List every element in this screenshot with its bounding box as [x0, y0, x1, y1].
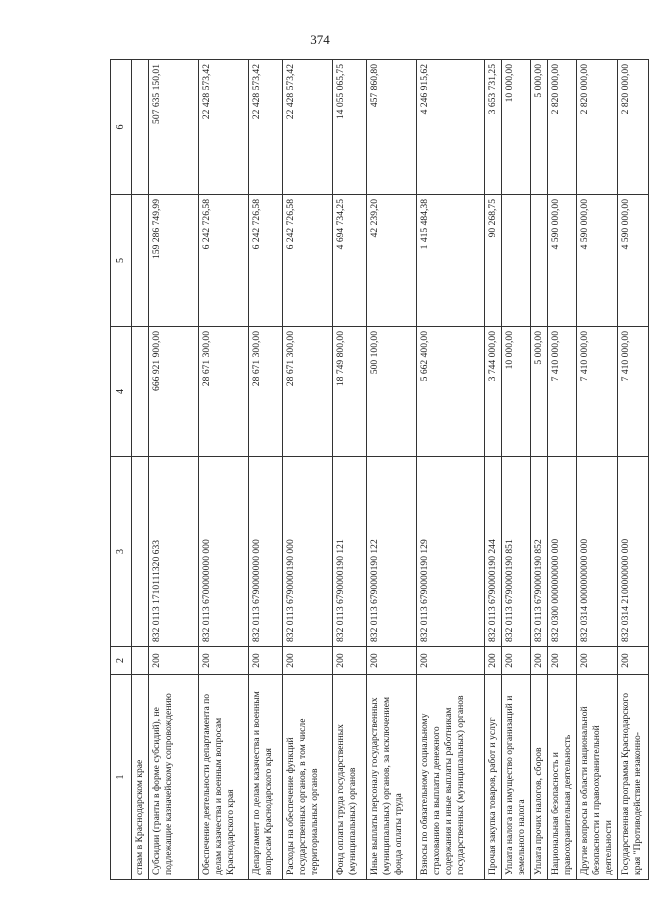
row-plan-cell [132, 327, 149, 457]
table-row [248, 60, 282, 880]
row-name-cell: Расходы на обеспечение функций государственных органов, в том числе территориальных органов [282, 675, 332, 880]
table-row [501, 60, 530, 880]
row-plan-cell: 28 671 300,00 [248, 327, 282, 457]
row-classification-cell: 832 0113 6790000190 851 [501, 457, 530, 647]
row-plan-cell: 7 410 000,00 [617, 327, 648, 457]
row-remainder-cell: 2 820 000,00 [617, 60, 648, 195]
table-row [282, 60, 332, 880]
table-row [530, 60, 547, 880]
row-fact-cell: 6 242 726,58 [198, 195, 248, 327]
row-remainder-cell: 10 000,00 [501, 60, 530, 195]
row-fact-cell: 1 415 484,38 [416, 195, 484, 327]
header-cell-6: 6 [111, 60, 132, 195]
row-fact-cell: 90 268,75 [484, 195, 501, 327]
budget-table [110, 59, 649, 880]
row-remainder-cell [132, 60, 149, 195]
row-remainder-cell: 22 428 573,42 [248, 60, 282, 195]
table-row [617, 60, 648, 880]
row-name-cell: Обеспечение деятельности департамента по делам казачества и военным вопросам Краснодарского края [198, 675, 248, 880]
table-row [576, 60, 617, 880]
row-name-cell: Другие вопросы в области национальной безопасности и правоохранительной деятельности [576, 675, 617, 880]
row-fact-cell: 6 242 726,58 [248, 195, 282, 327]
row-code-cell: 200 [198, 647, 248, 675]
row-classification-cell: 832 0113 6790000190 852 [530, 457, 547, 647]
row-remainder-cell: 507 635 150,01 [148, 60, 198, 195]
row-code-cell: 200 [530, 647, 547, 675]
row-plan-cell: 3 744 000,00 [484, 327, 501, 457]
row-classification-cell: 832 0113 6790000190 122 [366, 457, 416, 647]
row-code-cell: 200 [576, 647, 617, 675]
header-cell-2: 2 [111, 647, 132, 675]
row-classification-cell: 832 0113 1710111320 633 [148, 457, 198, 647]
row-name-cell: Уплата налога на имущество организаций и земельного налога [501, 675, 530, 880]
row-code-cell: 200 [148, 647, 198, 675]
row-plan-cell: 666 921 900,00 [148, 327, 198, 457]
row-code-cell: 200 [617, 647, 648, 675]
row-name-cell: Взносы по обязательному социальному страхованию на выплаты денежного содержания и иные выплаты работникам государственных (муниципальных) органов [416, 675, 484, 880]
row-classification-cell: 832 0300 0000000000 000 [547, 457, 576, 647]
header-cell-4: 4 [111, 327, 132, 457]
row-name-cell: ствам в Краснодарском крае [132, 675, 149, 880]
table-body [111, 60, 649, 880]
header-cell-3: 3 [111, 457, 132, 647]
row-fact-cell: 6 242 726,58 [282, 195, 332, 327]
row-name-cell: Фонд оплаты труда государственных (муниципальных) органов [332, 675, 366, 880]
row-fact-cell: 4 590 000,00 [576, 195, 617, 327]
table-row [547, 60, 576, 880]
row-remainder-cell: 457 860,80 [366, 60, 416, 195]
table-row [332, 60, 366, 880]
row-remainder-cell: 22 428 573,42 [198, 60, 248, 195]
row-classification-cell: 832 0314 2100000000 000 [617, 457, 648, 647]
row-plan-cell: 28 671 300,00 [282, 327, 332, 457]
table-row [416, 60, 484, 880]
row-name-cell: Департамент по делам казачества и военным вопросам Краснодарского края [248, 675, 282, 880]
row-remainder-cell: 14 055 065,75 [332, 60, 366, 195]
row-code-cell: 200 [501, 647, 530, 675]
row-code-cell: 200 [248, 647, 282, 675]
row-code-cell: 200 [547, 647, 576, 675]
table-header-row [111, 60, 132, 880]
row-fact-cell: 4 694 734,25 [332, 195, 366, 327]
row-plan-cell: 5 000,00 [530, 327, 547, 457]
row-fact-cell [132, 195, 149, 327]
row-plan-cell: 10 000,00 [501, 327, 530, 457]
row-remainder-cell: 3 653 731,25 [484, 60, 501, 195]
header-cell-5: 5 [111, 195, 132, 327]
row-plan-cell: 5 662 400,00 [416, 327, 484, 457]
row-name-cell: Иные выплаты персоналу государственных (муниципальных) органов, за исключением фонда оплаты труда [366, 675, 416, 880]
row-name-cell: Прочая закупка товаров, работ и услуг [484, 675, 501, 880]
row-code-cell: 200 [484, 647, 501, 675]
row-code-cell: 200 [416, 647, 484, 675]
row-classification-cell: 832 0113 6790000000 000 [248, 457, 282, 647]
row-classification-cell: 832 0314 0000000000 000 [576, 457, 617, 647]
table-row [484, 60, 501, 880]
row-code-cell [132, 647, 149, 675]
row-code-cell: 200 [332, 647, 366, 675]
row-plan-cell: 18 749 800,00 [332, 327, 366, 457]
row-classification-cell: 832 0113 6790000190 129 [416, 457, 484, 647]
row-plan-cell: 500 100,00 [366, 327, 416, 457]
row-plan-cell: 7 410 000,00 [547, 327, 576, 457]
row-name-cell: Национальная безопасность и правоохранительная деятельность [547, 675, 576, 880]
row-remainder-cell: 5 000,00 [530, 60, 547, 195]
row-fact-cell: 159 286 749,99 [148, 195, 198, 327]
row-classification-cell: 832 0113 6790000190 244 [484, 457, 501, 647]
row-remainder-cell: 2 820 000,00 [576, 60, 617, 195]
row-name-cell: Уплата прочих налогов, сборов [530, 675, 547, 880]
row-fact-cell: 42 239,20 [366, 195, 416, 327]
row-name-cell: Субсидии (гранты в форме субсидий), не подлежащие казначейскому сопровождению [148, 675, 198, 880]
rotated-table-container [110, 60, 643, 880]
row-name-cell: Государственная программа Краснодарского края "Противодействие незаконно- [617, 675, 648, 880]
row-code-cell: 200 [282, 647, 332, 675]
row-classification-cell [132, 457, 149, 647]
row-remainder-cell: 4 246 915,62 [416, 60, 484, 195]
row-remainder-cell: 2 820 000,00 [547, 60, 576, 195]
table-row [198, 60, 248, 880]
table-row [132, 60, 149, 880]
row-classification-cell: 832 0113 6700000000 000 [198, 457, 248, 647]
table-row [148, 60, 198, 880]
row-fact-cell [501, 195, 530, 327]
row-remainder-cell: 22 428 573,42 [282, 60, 332, 195]
row-fact-cell: 4 590 000,00 [617, 195, 648, 327]
row-classification-cell: 832 0113 6790000190 121 [332, 457, 366, 647]
row-code-cell: 200 [366, 647, 416, 675]
page-number: 374 [310, 32, 330, 47]
row-fact-cell: 4 590 000,00 [547, 195, 576, 327]
row-plan-cell: 28 671 300,00 [198, 327, 248, 457]
table-row [366, 60, 416, 880]
row-plan-cell: 7 410 000,00 [576, 327, 617, 457]
row-classification-cell: 832 0113 6790000190 000 [282, 457, 332, 647]
row-fact-cell [530, 195, 547, 327]
header-cell-1: 1 [111, 675, 132, 880]
